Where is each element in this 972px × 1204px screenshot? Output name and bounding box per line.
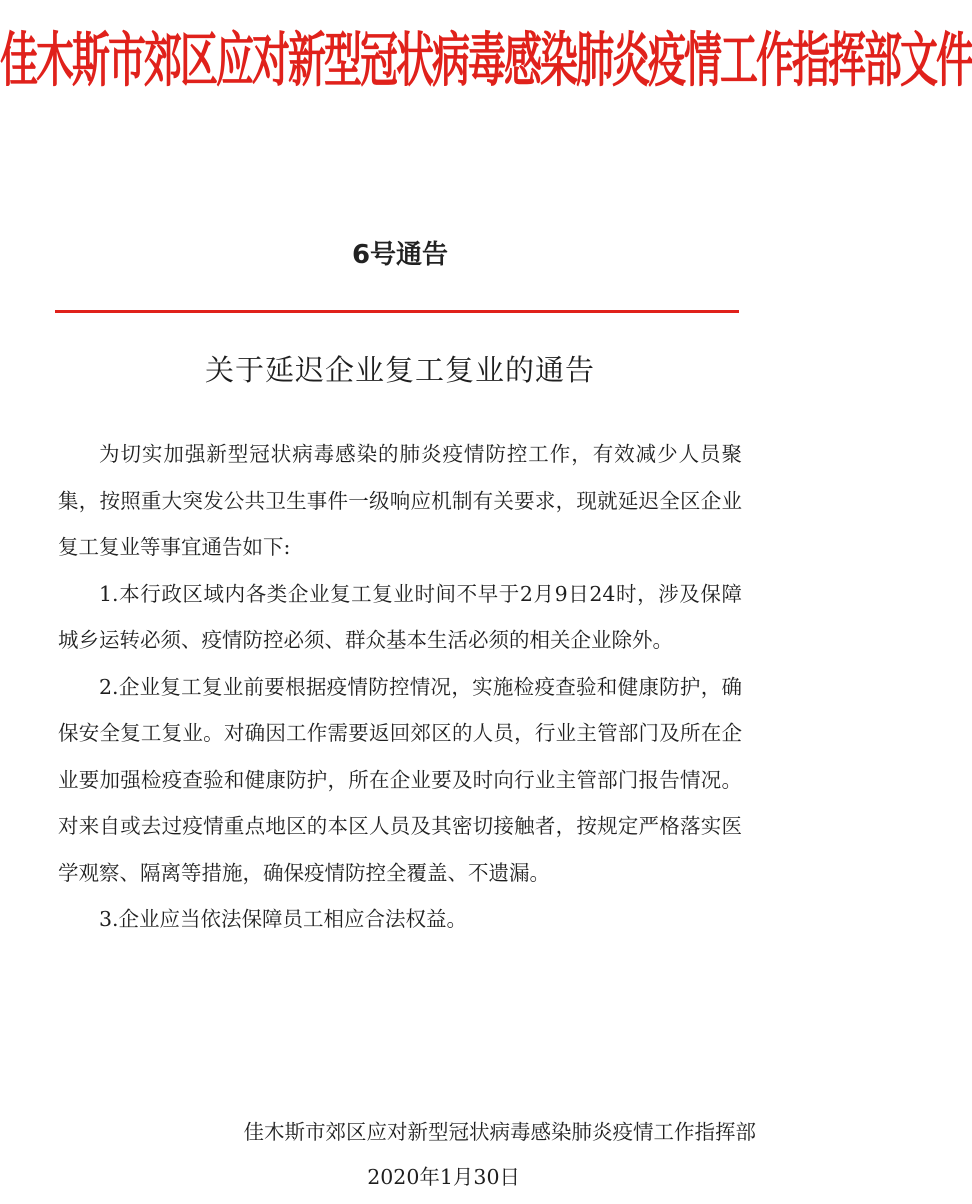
item-2-paragraph: 2.企业复工复业前要根据疫情防控情况，实施检疫查验和健康防护，确保安全复工复业。对确因工作需要返回郊区的人员，行业主管部门及所在企业要加强检疫查验和健康防护，所在企业要及时向行业主管部门报告情况。对来自或去过疫情重点地区的本区人员及其密切接触者，按规定严格落实医学观察、隔离等措施，确保疫情防控全覆盖、不遗漏。 <box>58 674 742 885</box>
item-1-paragraph: 1.本行政区域内各类企业复工复业时间不早于2月9日24时，涉及保障城乡运转必须、疫情防控必须、群众基本生活必须的相关企业除外。 <box>58 581 742 652</box>
document-header-title: 佳木斯市郊区应对新型冠状病毒感染肺炎疫情工作指挥部文件 <box>0 24 972 95</box>
notice-number: 6号通告 <box>351 240 449 270</box>
notice-body <box>58 431 742 943</box>
item-3-paragraph: 3.企业应当依法保障员工相应合法权益。 <box>99 907 468 931</box>
red-divider-line <box>55 310 739 313</box>
signature-date: 2020年1月30日 <box>367 1165 520 1189</box>
signature-organization: 佳木斯市郊区应对新型冠状病毒感染肺炎疫情工作指挥部 <box>243 1120 756 1144</box>
intro-paragraph: 为切实加强新型冠状病毒感染的肺炎疫情防控工作，有效减少人员聚集，按照重大突发公共卫生事件一级响应机制有关要求，现就延迟全区企业复工复业等事宜通告如下: <box>58 442 742 559</box>
notice-heading: 关于延迟企业复工复业的通告 <box>204 353 595 387</box>
